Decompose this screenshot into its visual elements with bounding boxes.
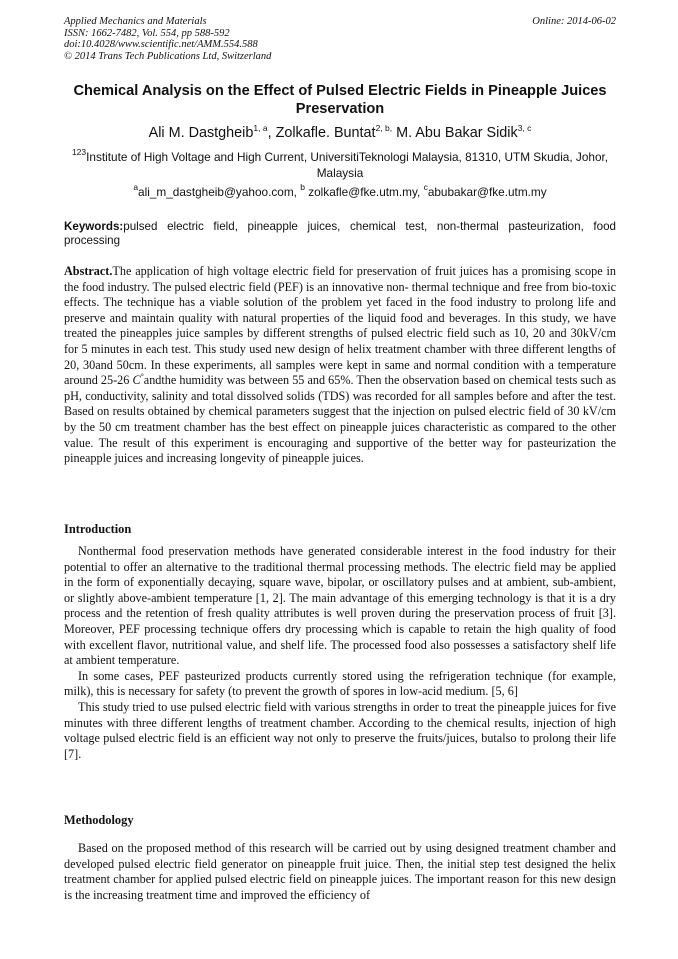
keywords-text: pulsed electric field, pineapple juices, chemical test, non-thermal pasteurization, food processing bbox=[64, 220, 616, 247]
keywords-label: Keywords: bbox=[64, 220, 124, 233]
author-list bbox=[64, 124, 616, 142]
paper-title: Chemical Analysis on the Effect of Pulsed Electric Fields in Pineapple Juices Preservation bbox=[73, 83, 607, 117]
abstract-text-part2: andthe humidity was between 55 and 65%. Then the observation based on chemical tests such as pH, conductivity, salinity and total dissolved solids (TDS) was recorded for all samples before and after the test. Based on results obtained by chemical parameters suggest that the injection on pulsed electric field of 30 kV/cm by the 50 cm treatment chamber has the best effect on pineapple juices characteristic as compared to the other value. The result of this experiment is encouraging and supportive of the better way for pasteurization the pineapple juices and increasing longevity of pineapple juices. bbox=[64, 373, 616, 466]
methodology-heading: Methodology bbox=[64, 813, 134, 827]
journal-header bbox=[64, 16, 616, 62]
author-name: Ali M. Dastgheib bbox=[148, 125, 254, 141]
abstract-text-part1: The application of high voltage electric field for preservation of fruit juices has a promising scope in the food industry. The pulsed electric field (PEF) is an innovative non- thermal technique and free from bio-toxic effects. The technique has a viable solution of the problem yet faced in the food industry to prolong life and preserve and maintain quality with natural properties of the liquid food and beverages. In this study, we have treated the pineapples juice samples by different strengths of pulsed electric field such as 10, 20 and 30kV/cm for 5 minutes in each test. This study used new design of helix treatment chamber with three different lengths of 20, 30and 50cm. In these experiments, all samples were kept in same and normal condition with a temperature around 25-26 bbox=[64, 264, 616, 388]
email-b: zolkafle@fke.utm.my, bbox=[304, 185, 424, 199]
journal-name: Applied Mechanics and Materials bbox=[64, 16, 207, 27]
author-name: M. Abu Bakar Sidik bbox=[396, 125, 518, 141]
affiliation bbox=[64, 147, 616, 181]
issn-line: ISSN: 1662-7482, Vol. 554, pp 588-592 bbox=[64, 27, 230, 39]
copyright-line: © 2014 Trans Tech Publications Ltd, Switzerland bbox=[64, 50, 272, 62]
author-affiliation-mark: 2, b, bbox=[375, 123, 393, 133]
author-name: Zolkafle. Buntat bbox=[275, 125, 376, 141]
email-mark: a bbox=[133, 182, 139, 192]
email-mark: c bbox=[423, 182, 428, 192]
doi-line: doi:10.4028/www.scientific.net/AMM.554.588 bbox=[64, 39, 258, 50]
affiliation-text: Institute of High Voltage and High Current, UniversitiTeknologi Malaysia, 81310, UTM Skudia, Johor, Malaysia bbox=[86, 150, 609, 180]
author-separator: , bbox=[267, 125, 276, 141]
abstract-label: Abstract. bbox=[64, 264, 113, 278]
online-date: Online: 2014-06-02 bbox=[532, 16, 616, 27]
abstract bbox=[64, 264, 616, 467]
author-affiliation-mark: 1, a bbox=[253, 123, 268, 133]
author-affiliation-mark: 3, c bbox=[517, 123, 532, 133]
author-emails bbox=[64, 182, 616, 200]
abstract-paragraph bbox=[64, 264, 616, 467]
abstract-degree-sup: ° bbox=[140, 372, 144, 382]
abstract-degree-symbol: C bbox=[132, 373, 141, 388]
methodology-paragraph: Based on the proposed method of this research will be carried out by using designed treatment chamber and developed pulsed electric field generator on pineapple fruit juice. Then, the initial step test designed the helix treatment chamber for applied pulsed electric field on pineapple juices. The important reason for this new design is the increasing treatment time and improved the efficiency of bbox=[64, 841, 616, 902]
introduction-paragraph: In some cases, PEF pasteurized products currently stored using the refrigeration technique (for example, milk), this is necessary for safety (to prevent the growth of spores in low-acid medium. [5, 6] bbox=[64, 668, 616, 699]
email-c: abubakar@fke.utm.my bbox=[427, 185, 547, 199]
keywords bbox=[64, 220, 616, 248]
email-a: ali_m_dastgheib@yahoo.com, bbox=[138, 185, 301, 199]
introduction-paragraph: This study tried to use pulsed electric field with various strengths in order to treat the pineapple juices for five minutes with three different lengths of treatment chamber. According to the chemical results, injection of high voltage pulsed electric field is an efficient way not only to preserve the fruits/juices, butalso to prolong their life [7]. bbox=[64, 699, 616, 761]
introduction-paragraph: Nonthermal food preservation methods have generated considerable interest in the food industry for their potential to offer an alternative to the traditional thermal processing methods. The electric field may be applied in the form of exponentially decaying, square wave, bipolar, or oscillatory pulses and at ambient, sub-ambient, or slightly above-ambient temperature [1, 2]. The main advantage of this emerging technology is that it is a dry process and the retention of fresh quality attributes is well proven during the preservation process of fruit [3]. Moreover, PEF processing technique offers dry processing which is capable to retain the high quality of food with excellent flavor, nutritional value, and shelf life. The processed food also possesses a satisfactory shelf life at ambient temperature. bbox=[64, 544, 616, 668]
email-mark: b bbox=[300, 182, 305, 192]
introduction-body bbox=[64, 544, 616, 762]
introduction-heading: Introduction bbox=[64, 522, 132, 536]
methodology-body bbox=[64, 841, 616, 903]
affiliation-mark: 123 bbox=[71, 147, 87, 157]
